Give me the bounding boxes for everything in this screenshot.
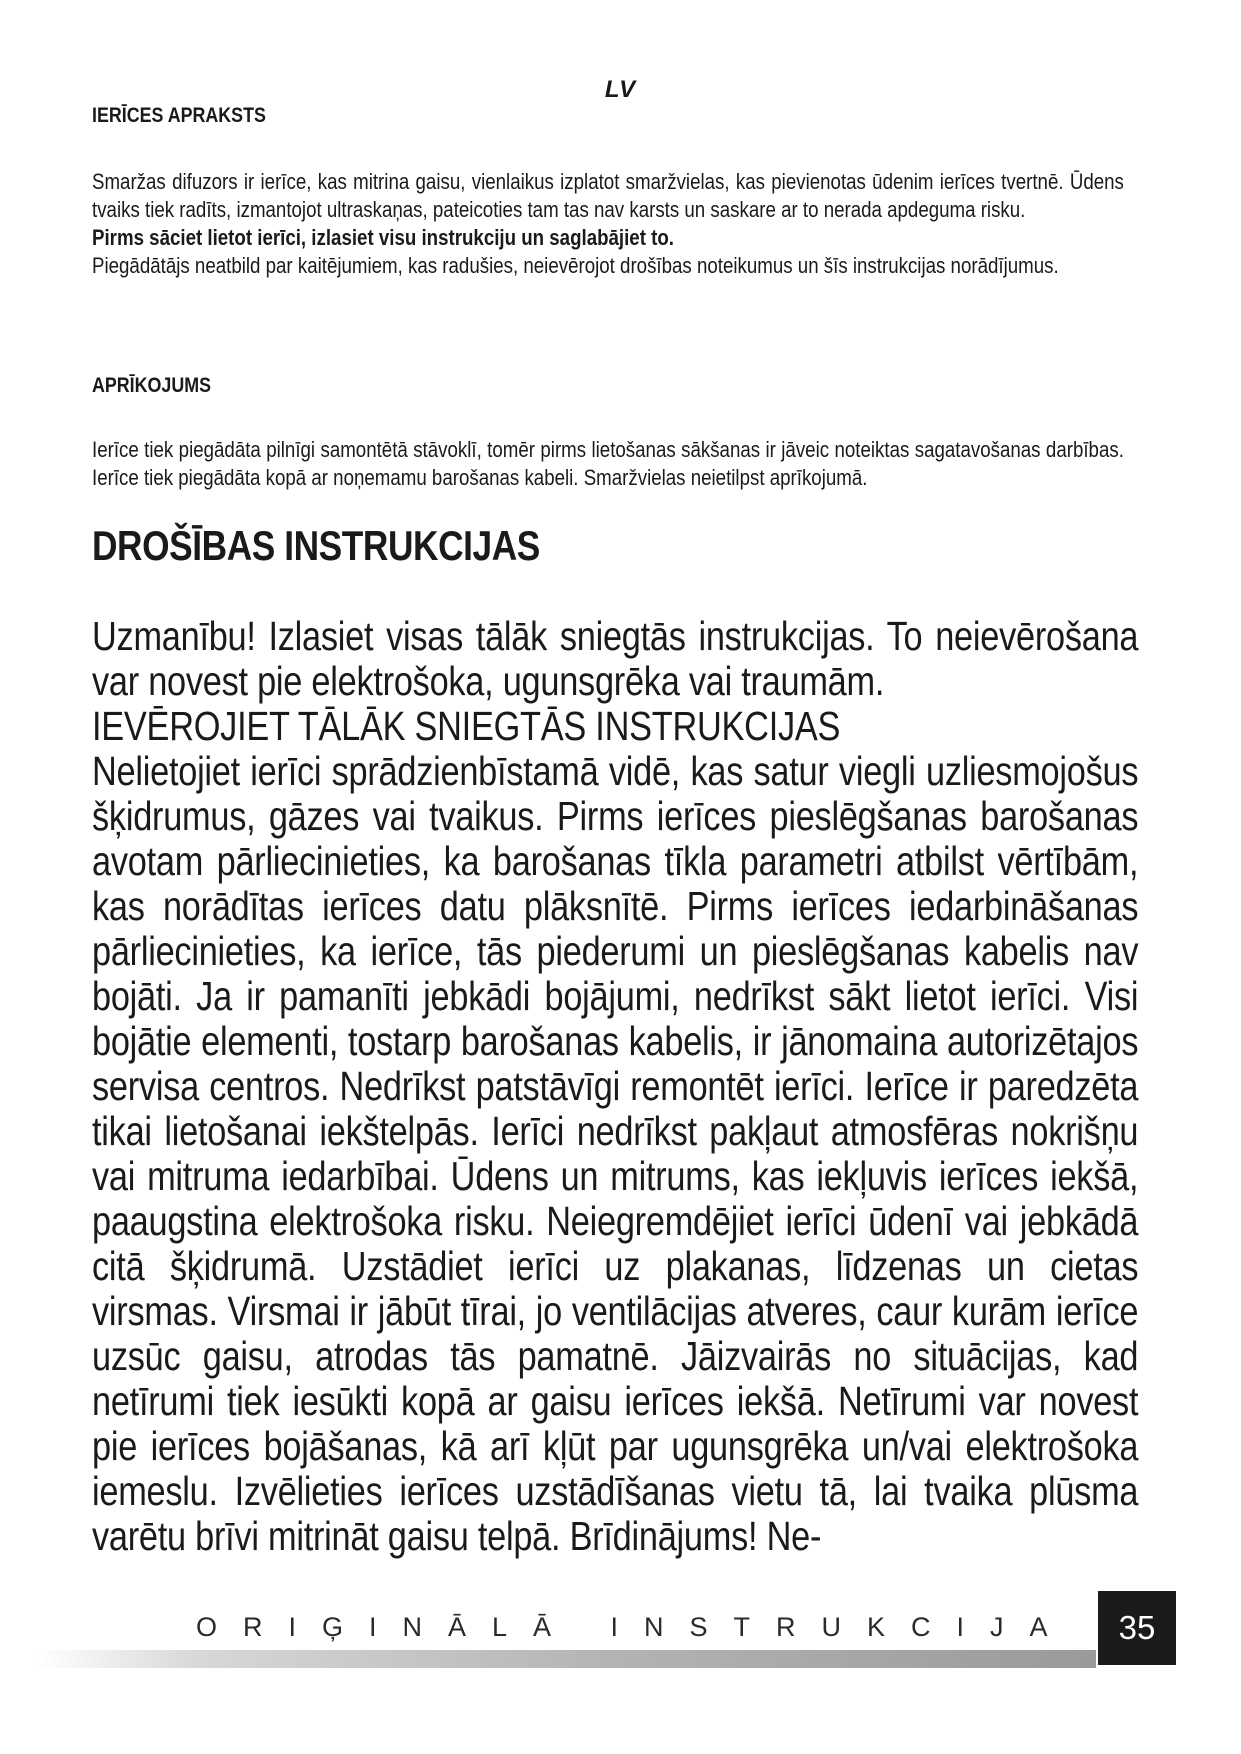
- safety-heading: DROŠĪBAS INSTRUKCIJAS: [92, 522, 540, 569]
- read-instructions-notice: Pirms sāciet lietot ierīci, izlasiet visu instrukciju un saglabājiet to.: [92, 225, 674, 250]
- page-number: 35: [1098, 1591, 1176, 1665]
- safety-observe-caps: IEVĒROJIET TĀLĀK SNIEGTĀS INSTRUKCIJAS: [92, 703, 841, 749]
- footer-label: ORIĢINĀLĀ INSTRUKCIJA: [196, 1612, 1074, 1642]
- safety-section: [92, 614, 1138, 1559]
- equipment-heading: APRĪKOJUMS: [92, 374, 212, 397]
- description-heading: IERĪCES APRAKSTS: [92, 104, 266, 127]
- description-section: [92, 168, 1124, 280]
- footer-gradient-bar: [36, 1650, 1096, 1668]
- equipment-section: [92, 436, 1124, 492]
- language-tag: LV: [604, 76, 637, 103]
- safety-warning: Uzmanību! Izlasiet visas tālāk sniegtās instrukcijas. To neievērošana var novest pie elektrošoka, ugunsgrēka vai traumām.: [92, 613, 1139, 704]
- liability-paragraph: Piegādātājs neatbild par kaitējumiem, kas radušies, neievērojot drošības noteikumus un šīs instrukcijas norādījumus.: [92, 253, 1059, 278]
- description-paragraph: Smaržas difuzors ir ierīce, kas mitrina gaisu, vienlaikus izplatot smaržvielas, kas pievienotas ūdenim ierīces tvertnē. Ūdens tvaiks tiek radīts, izmantojot ultraskaņas, pateicoties tam tas nav karsts un saskare ar to nerada apdeguma risku.: [92, 169, 1124, 222]
- safety-body: Nelietojiet ierīci sprādzienbīstamā vidē, kas satur viegli uzliesmojošus šķidrumus, gāzes vai tvaikus. Pirms ierīces pieslēgšanas barošanas avotam pārliecinieties, ka barošanas tīkla parametri atbilst vērtībām, kas norādītas ierīces datu plāksnītē. Pirms ierīces iedarbināšanas pārliecinieties, ka ierīce, tās piederumi un pieslēgšanas kabelis nav bojāti. Ja ir pamanīti jebkādi bojājumi, nedrīkst sākt lietot ierīci. Visi bojātie elementi, tostarp barošanas kabelis, ir jānomaina autorizētajos servisa centros. Nedrīkst patstāvīgi remontēt ierīci. Ierīce ir paredzēta tikai lietošanai iekštelpās. Ierīci nedrīkst pakļaut atmosfēras nokrišņu vai mitruma iedarbībai. Ūdens un mitrums, kas iekļuvis ierīces iekšā, paaugstina elektrošoka risku. Neiegremdējiet ierīci ūdenī vai jebkādā citā šķidrumā. Uzstādiet ierīci uz plakanas, līdzenas un cietas virsmas. Virsmai ir jābūt tīrai, jo ventilācijas atveres, caur kurām ierīce uzsūc gaisu, atrodas tās pamatnē. Jāizvairās no situācijas, kad netīrumi tiek iesūkti kopā ar gaisu ierīces iekšā. Netīrumi var novest pie ierīces bojāšanas, kā arī kļūt par ugunsgrēka un/vai elektrošoka iemeslu. Izvēlieties ierīces uzstādīšanas vietu tā, lai tvaika plūsma varētu brīvi mitrināt gaisu telpā. Brīdinājums! Ne-: [92, 748, 1139, 1559]
- equipment-paragraph: Ierīce tiek piegādāta pilnīgi samontētā stāvoklī, tomēr pirms lietošanas sākšanas ir jāveic noteiktas sagatavošanas darbības. Ierīce tiek piegādāta kopā ar noņemamu barošanas kabeli. Smaržvielas neietilpst aprīkojumā.: [92, 437, 1124, 490]
